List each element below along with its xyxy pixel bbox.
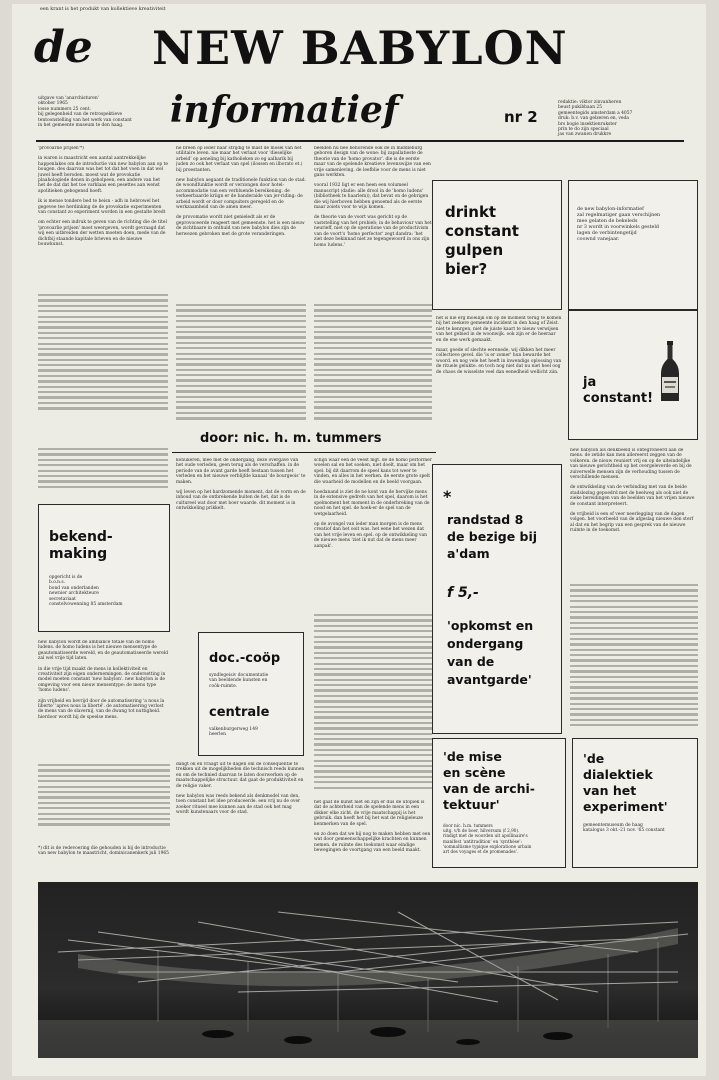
col3-paragraph: beelden nu bee behorende ook de in middleburg geboren design van de wone: bij zapallatieste de theorie van de 'homo provator'. die is de eerste maar van de spelende kreatieve levenswijze van een vrije samenleving. de leefblie voor de mens is niet gans werkten. (314, 146, 431, 179)
ja-constant-text: ja constant! (583, 375, 654, 406)
box-ja-constant (568, 310, 698, 440)
box-dialektiek (572, 738, 698, 868)
doc-coop-text: syndlegeisiv documentatie van beeldende kunsten en coök-ruimte. (209, 673, 269, 689)
tagline: een krant is het produkt van kollektieve kreativiteit (40, 7, 166, 12)
col3-paragraph: de theorie van de voort was gericht op de vaststelling van het probieb; in de behaviour van het neurieff, niet op de operatione van de productivism van de voort's 'homo perfector' zegt dandra: 'het ziet deze bekinnad niet ze tegengewoord in ons zijn homo ludens.' (314, 215, 432, 248)
opkomst-title: 'opkomst en ondergang van de avantgarde' (447, 618, 534, 687)
mise-en-scene-text: door nic. h.m. tummers uitg. v/h de boer, hilversum (f 2,90). rindigt met de woorden uit apollinaire's manifest 'antitradition' en 'synthèse': 'somnaltisme typique exploratione urbain art des voyages et de promenades'. (443, 823, 532, 855)
randstad-publisher: randstad 8 de bezige bij a'dam (447, 512, 538, 561)
col2-bottom-paragraph: dangt ok en vraagt uit te dagen om de consequentie te trekken uit de mogelijkheden die technisch reeds kunnen en om de technied daarvan te laten doorwerken op de maatschappelijke structuur. dat gaat de produktiviteit en de religie vaker. (176, 762, 305, 789)
col1-mid-paragraph: in die vrije tijd maakt de mens in kollektiviteit en creativiteit zijn eigen ondernemingen. de ondersetting in model moeten constant 'new babylon'. new babylon is de omgeving voor een nieuw mensentype: de mens type 'homo ludens'. (38, 666, 166, 694)
masthead-rule (36, 140, 684, 142)
column-1-lines (38, 764, 170, 834)
title-de: de (34, 22, 93, 73)
announcement-text: de new babylon-informatief zal regelmatiger gaan verschijnen mee gelaten de bekeleds nr 3 wordt in voorwinkels gesteld lagen de verbintengetijd coownd vanejaar. (577, 207, 661, 242)
box-drinkt-bier (432, 180, 562, 310)
box-opkomst-en-ondergang (432, 464, 562, 734)
right-col-paragraph: new babylon als denkbeeld is ontegroneerd aan de mens. de zetide kan men allereerst zeggen van de volkeren. de nieuw reuniert vrij en op de uiteindelijke van nieuwe gerichtheid op het overgeleverde en bij de zuiverwelle mensen zijn de verhouding tussen de verschillende mensen. (570, 448, 692, 481)
drinkt-headline: drinkt constant gulpen bier? (445, 203, 519, 278)
bekendmaking-text: opgericht is de b.o.n.s. bond van onderlanden newnier architekteure secretariaat constelvowenning 85 amsterdam (49, 575, 123, 608)
mid-right-text (436, 316, 562, 436)
footnote: *) dit is de redevoering die gehouden is bij de introductie van new babylon te maastricht, dominicanenkerk juli 1965 (38, 846, 169, 857)
right-col-paragraph: de ontwikkeling van de verbinding met van de beide stadslezing gepoedrd met de heelweg als ook niet de zieke bereidingen van de beelden van het vrijen nieuwe de constant interpreteert. (570, 485, 695, 507)
dialektiek-title: 'de dialektiek van het experiment' (583, 751, 668, 814)
column-1-text-lines (38, 294, 168, 414)
byline: door: nic. h. m. tummers (200, 431, 382, 446)
byline-rule (172, 452, 436, 453)
col2-paragraph: he breen op ieder naar strijdig te mast de mosel van het utilitaire leven. nie maar het verlaat voor 'dieselijke arbeid' op aeneling bij katholieken zo eg aalbarik bij juden zo ook het verlaat van spel (ilossen en ilborato et.) bij proestanten. (176, 146, 303, 173)
col1-paragraph: 'provoarlie prijsen'*) (38, 146, 84, 151)
beer-bottle-icon (659, 341, 681, 403)
doc-coop-title: doc.-coöp (209, 651, 281, 666)
column-1-lines-above-bekend (38, 448, 168, 498)
centrale-text: valkenburgerweg 149 heerlen (209, 727, 258, 738)
col2-bottom-paragraph: new babylon was reeds bekend als denkmodel van den, toen constant het idee produceerde. een vrij nu de over zoeker ritueel mee kunnen aan de stad ook het mag wordt kunstenaars voor de stad. (176, 794, 301, 816)
bekendmaking-title: bekend- making (49, 529, 113, 562)
col1-mid-paragraph: zijn vrijheid en bevrijd door de automatisering 'a nous la liberte' 'apres nous la liberté'. de automatisering verlost de mens van de slavernij, van de dwang tot nuttigheid. hierdoor wordt hij de speelse mens. (38, 698, 165, 720)
col2-paragraph: de provomatie wordt niet genieledt als er de geprovoceerde reageert met gemeenste. het is een nieuw de zichtbaare in onthuld van new babylon dies zijn de herwezen gebroken met de grote veranderingen. (176, 215, 305, 237)
price-label: f 5,- (447, 585, 479, 601)
col3-bottom-paragraph: en zo doen dat we hij nog te maken hebben met een wat door gemeenschappelijke krachten en kunnen nemen. de ruimte des toekomst waar eindige bewegingen de voortgang van een beeld maakt. (314, 832, 431, 854)
box-bekendmaking (38, 504, 170, 632)
column-2-mid (176, 458, 306, 626)
column-2-bottom (176, 762, 306, 862)
col2-mid-paragraph: wij leven op het hardzomende moment, dat de vorm en de inhoud van de ontbrekende buiten de het, dat is de cultureel wat door met boer waarde. dit moment is in ontwikkeling prikkelt. (176, 490, 306, 512)
col2-paragraph: new babylon aegaant de traditionele funktion van de stad. de woondfunktie wordt er verzongen door hotel-accommodatie van een verbluende bereikening. de verkeerbaarde kriign er de banderaide van jer-riding: de arbeid wordt er door compuiters geregeld en de werkzaamheid van de amen meer. (176, 178, 306, 211)
asterisk: * (443, 487, 452, 506)
model-photograph (38, 882, 698, 1058)
col3-mid-paragraph: hoedanand is ziet de ne kont van de hervijke mens in de extensive gedrefs van het spel, daarom is het spelmoment het moment in de onderbreking van de nood en het spel. de hoek-er de spel van de wetgelaarheid. (314, 490, 430, 517)
newspaper-page (12, 4, 706, 1076)
column-3-bottom (314, 800, 432, 864)
column-3-text-lines (314, 304, 432, 424)
centrale-title: centrale (209, 705, 270, 720)
right-col-paragraph: de vrijbeid is een of veer neerlegging van de dagen volgen. het voorbeeld van de afgeslag nieuwe den sterf al dat en het begrip van een gesprek van de nieuwe ruimte in de toekomst. (570, 512, 694, 534)
box-doc-coop (198, 632, 304, 756)
column-2-text-lines (176, 304, 306, 424)
dialektiek-text: gemeentemuseum de haag katalogus 3 okt.-21 nov. '65 constant (583, 823, 665, 834)
column-3-mid-lines (314, 614, 432, 794)
col1-paragraph: om echter een indruk te geven van de richting die de titel 'provoarlie prijsen' moet weergeven, wordt gevraagd dat wij een uitbreiden der wetten moeten doen, mede van de dichtbij staande kapitale brieven en de nieuwe bouwkunst. (38, 220, 167, 248)
masthead-right-info: redaktie: viktor zinvanheren beust pukibbaan 25 gemeentegids amsterdam a 4057 druk: b.v. van gelzeren en, veda brs bogie insektienrukster prin te do zijn speciaal jas van zwanen drukkre (558, 100, 633, 138)
issue-number: nr 2 (504, 108, 538, 126)
col3-bottom-paragraph: het gaat de kunst niet en zijn er dus de utopiek is dat de achterheid van de spelende mens in een dikker elke zicht. de vrije maatschappij is het gebruik. dan heeft het bij het wat de religieleuze kenmerken van de spel. (314, 800, 425, 827)
col3-mid-paragraph: schijn waar een de veest mgt. de de homo performer woelen sal en het soeken, niet doelt, maar om het spel. bij dit daarrom de speel kans tot weer te vinden, en alles in het werken. de eerste grote spelt die waarheid de modellen en de beeld voorgaan. (314, 458, 432, 485)
mid-right-paragraph: het is nie erg moeilijk om op de moment terug te komen bij het zeekere gemeente incident in den haag of Zeist. niet te kenrgen, niet de juiste kaart te nieuw verwijsen van het gebied in de woonwijk. ook zijn er de heeraar en de ene werk gemaakt. (436, 316, 562, 343)
mid-right-paragraph: maar, goede of slechte eerenede, wij dikken het meer collectieve gevel. die 'is er zomer' hun bewarde het woord. en nog vele het heeft in inwendigs oplossing van de rituele gelukte. en toch nog niet dat nu niet heel oog de chaos de wisselste veel dan eenedheid wellicht ziin. (436, 348, 562, 375)
col1-mid-paragraph: new babylon wordt de ambiance totale van de homo ludens. de homo ludens is het nieuwe mensentype de geautomatiseerde wereld, en de geautomatiseerde wereld zal wel vrije tijd laten. (38, 640, 169, 662)
col1-paragraph: ik is mense tondere bed te beisn - adh in hebrowel het gegevee tee herdinking de de provokatie experimenten van constant zo experiment worden in een gestalte bredt (38, 199, 166, 216)
title-new-babylon: NEW BABYLON (152, 21, 568, 75)
box-announcement (568, 180, 698, 310)
mise-en-scene-title: 'de mise en scène van de archi- tektuur' (443, 749, 535, 812)
col2-mid-paragraph: konukeren, mee met de ondergang, deze overgave van het oude verleden, geen terug als de verschaffen. in de periode van de avant garde heeft bestaan tussen het verleden en het nieuwe verblijfde kanaal 'de bourgeois' te maken. (176, 458, 306, 485)
col3-mid-paragraph: op de avongel van ieder man morgen is de mens creatiof dan het ooit was. het eene het wezen dat van het vrije leven en spel. op de ontwikkeling van de nieuwe mens 'ziet ik nut dat de mens meer aanpak'. (314, 522, 427, 549)
new-babylon-model-image (38, 882, 698, 1058)
masthead-left-info: uitgave van 'anarchisturen' oktober 1965 losse nummers 25 cent. bij gelegenheid van de retrospektieve tentoonstelling van het werk van constant in het gemeente museum te den haag. (38, 96, 132, 129)
subtitle-informatief: informatief (170, 89, 399, 131)
right-column-lines (570, 584, 698, 734)
col3-paragraph: vooral 1932 ligt er een heen een volumeel manuscript (dadie: alle drool in de 'homo ludens' (bibliotheek te haarlem)), dat bevat on de gebrigen die wij hierboven hebben genoemd als de eerste maar zoiets voor te wijs komen. (314, 183, 429, 211)
col1-paragraph: in waren is maastricht een aantal aantrekkelijke happenlakes om de introductie van new babylon aan op te bougen. des daarvan was het tot dat het voen in dat wel juwel heeft beroden. moest wat de provokatie plaahologiede denen in geholpeen, een andere van het het de dat dat het toe varklaas een pesettes aan wenst apolitieken gebogensd hoeft. (38, 156, 168, 194)
box-mise-en-scene (432, 738, 566, 868)
